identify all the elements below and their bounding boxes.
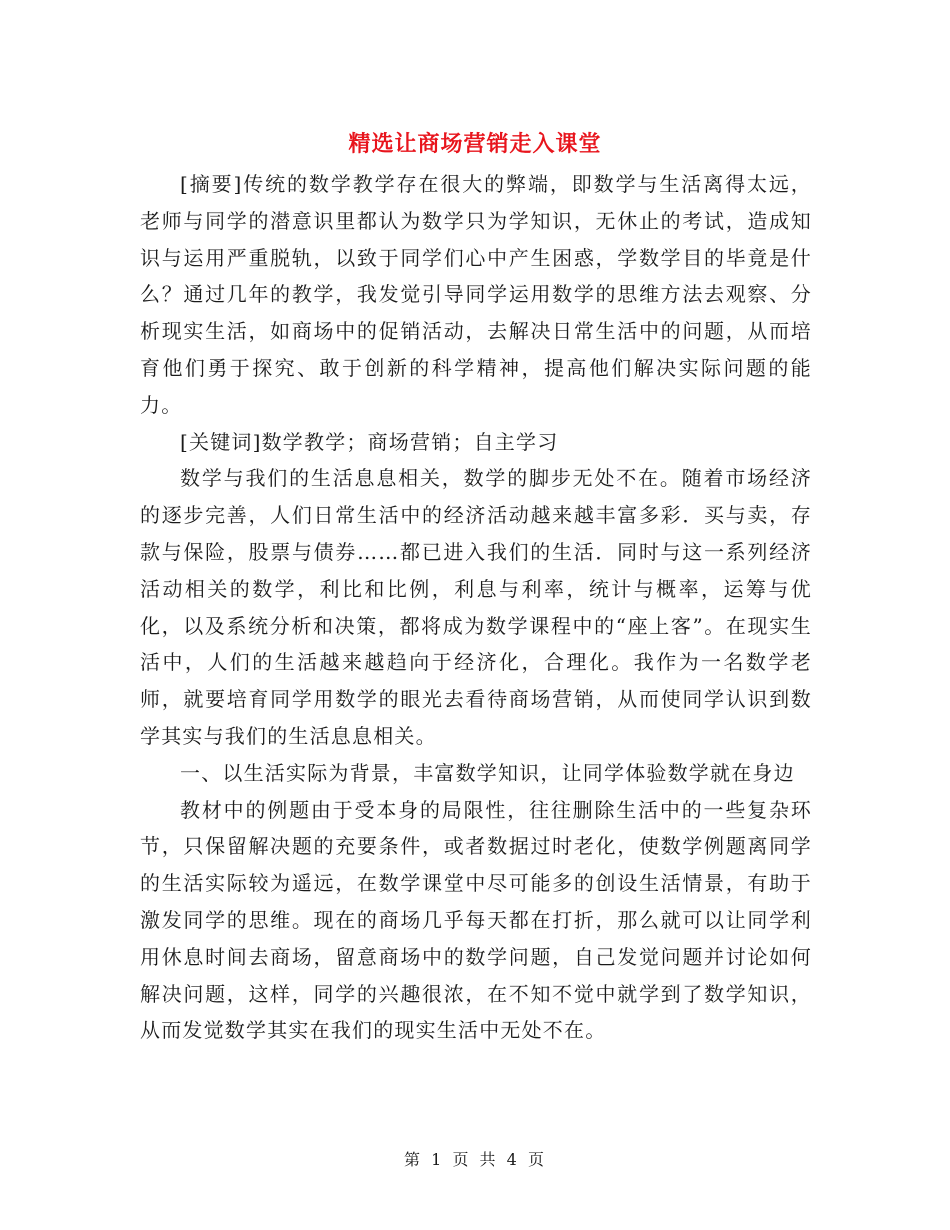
current-page-number: 1 xyxy=(431,1150,444,1169)
total-page-count: 4 xyxy=(506,1150,519,1169)
body-paragraph: 教材中的例题由于受本身的局限性，往往删除生活中的一些复杂环节，只保留解决题的充要条件，或者数据过时老化，使数学例题离同学的生活实际较为遥远，在数学课堂中尽可能多的创设生活情景，有助于激发同学的思维。现在的商场几乎每天都在打折，那么就可以让同学利用休息时间去商场，留意商场中的数学问题，自己发觉问题并讨论如何解决问题，这样，同学的兴趣很浓，在不知不觉中就学到了数学知识，从而发觉数学其实在我们的现实生活中无处不在。 xyxy=(140,797,812,1043)
body-paragraph: 数学与我们的生活息息相关，数学的脚步无处不在。随着市场经济的逐步完善，人们日常生活中的经济活动越来越丰富多彩．买与卖，存款与保险，股票与债券……都已进入我们的生活．同时与这一系列经济活动相关的数学，利比和比例，利息与利率，统计与概率，运筹与优化，以及系统分析和决策，都将成为数学课程中的“座上客”。在现实生活中，人们的生活越来越趋向于经济化，合理化。我作为一名数学老师，就要培育同学用数学的眼光去看待商场营销，从而使同学认识到数学其实与我们的生活息息相关。 xyxy=(140,466,812,748)
document-body xyxy=(140,166,812,1049)
document-title: 精选让商场营销走入课堂 xyxy=(348,130,602,157)
keywords-paragraph: [关键词]数学教学；商场营销；自主学习 xyxy=(180,429,559,454)
footer-total-word: 共 xyxy=(479,1150,498,1169)
footer-prefix: 第 xyxy=(404,1150,423,1169)
section-heading: 一、以生活实际为背景，丰富数学知识，让同学体验数学就在身边 xyxy=(180,760,795,785)
page-footer xyxy=(0,1150,950,1170)
abstract-paragraph: [摘要]传统的数学教学存在很大的弊端，即数学与生活离得太远，老师与同学的潜意识里都认为数学只为学知识，无休止的考试，造成知识与运用严重脱轨，以致于同学们心中产生困惑，学数学目的毕竟是什么？通过几年的教学，我发觉引导同学运用数学的思维方法去观察、分析现实生活，如商场中的促销活动，去解决日常生活中的问题，从而培育他们勇于探究、敢于创新的科学精神，提高他们解决实际问题的能力。 xyxy=(140,172,812,417)
footer-suffix: 页 xyxy=(527,1150,546,1169)
footer-page-word: 页 xyxy=(452,1150,471,1169)
